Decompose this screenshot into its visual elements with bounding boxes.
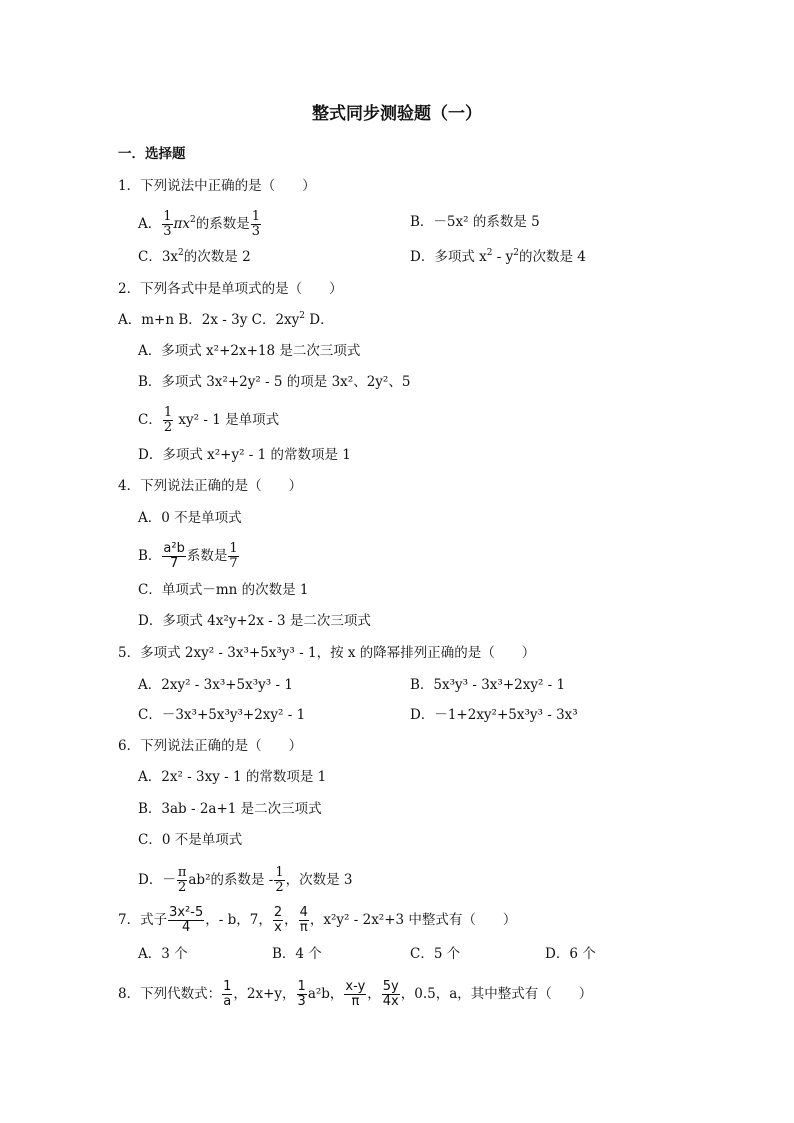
question-1-option-a: A． $\frac{1}{3}$ $\pi x^2$的系数是 $\frac{1}{3}$ (138, 209, 261, 239)
question-6-option-b: B．3ab - 2a+1 是二次三项式 (138, 801, 322, 817)
question-8-stem: 8．下列代数式： $\frac{1}{a}$ ，2x+y， $\frac{1}{3}$ a²b， $\frac{x-y}{\pi}$ ， $\frac{5y}{4x}$ ，0.5，a，其中整式有（ ） (118, 979, 593, 1009)
question-3-option-d: D．多项式 x²+y² - 1 的常数项是 1 (138, 447, 351, 463)
question-5-option-d: D．－1+2xy²+5x³y³ - 3x³ (410, 707, 578, 723)
question-5-option-b: B．5x³y³ - 3x³+2xy² - 1 (410, 677, 566, 693)
fraction: $\frac{4}{\pi}$ (299, 905, 308, 935)
question-4-option-d: D．多项式 4x²y+2x - 3 是二次三项式 (138, 613, 371, 629)
question-7-option-d: D．6 个 (545, 946, 596, 962)
fraction: $\frac{1}{3}$ (163, 209, 172, 239)
question-1-option-d: D．多项式 $x^2 - y^2$的次数是 4 (410, 248, 586, 265)
question-3-option-c: C． $\frac{1}{2}$ xy² - 1 是单项式 (138, 405, 280, 435)
question-3-option-b: B．多项式 3x²+2y² - 5 的项是 3x²、2y²、5 (138, 374, 411, 390)
question-5-stem: 5．多项式 2xy² - 3x³+5x³y³ - 1，按 x 的降幂排列正确的是（ ） (118, 645, 536, 661)
question-4-stem: 4．下列说法正确的是（ ） (118, 478, 303, 494)
fraction: $\frac{5y}{4x}$ (382, 979, 399, 1009)
question-6-option-a: A．2x² - 3xy - 1 的常数项是 1 (138, 769, 327, 785)
question-2-options: A．m+n B．2x - 3y C．$2xy^2$ D． (118, 311, 334, 328)
page-title: 整式同步测验题（一） (312, 104, 482, 124)
question-4-option-a: A．0 不是单项式 (138, 510, 242, 526)
fraction: $\frac{1}{2}$ (163, 405, 173, 435)
question-6-option-d: D．－ $\frac{\pi}{2}$ ab²的系数是 - $\frac{1}{2}$ ，次数是 3 (138, 865, 353, 895)
question-7-stem: 7．式子 $\frac{\text{3x²-5}}{4}$ ，- b，7， $\frac{2}{x}$ ， $\frac{4}{\pi}$ ，x²y² - 2x²+3 中整式有（ ） (118, 905, 517, 935)
fraction: $\frac{1}{a}$ (223, 979, 232, 1009)
question-1-option-b: B．－5x² 的系数是 5 (410, 214, 540, 230)
fraction: $\frac{1}{3}$ (251, 209, 261, 239)
question-3-option-a: A．多项式 x²+2x+18 是二次三项式 (138, 343, 361, 359)
question-4-option-b: B． $\frac{\text{a²b}}{7}$ 系数是 $\frac{1}{7}$ (138, 541, 238, 571)
fraction: $\frac{1}{3}$ (297, 979, 306, 1009)
section-heading: 一．选择题 (118, 146, 186, 162)
question-2-stem: 2．下列各式中是单项式的是（ ） (118, 281, 343, 297)
question-1-stem: 1．下列说法中正确的是（ ） (118, 178, 316, 194)
question-7-option-c: C．5 个 (410, 946, 461, 962)
question-5-option-c: C．－3x³+5x³y³+2xy² - 1 (138, 707, 306, 723)
question-5-option-a: A．2xy² - 3x³+5x³y³ - 1 (138, 677, 293, 693)
question-4-option-c: C．单项式－mn 的次数是 1 (138, 582, 309, 598)
question-6-option-c: C．0 不是单项式 (138, 832, 243, 848)
question-7-option-b: B．4 个 (272, 946, 322, 962)
question-6-stem: 6．下列说法正确的是（ ） (118, 738, 303, 754)
fraction: $\frac{\text{a²b}}{7}$ (163, 541, 185, 571)
fraction: $\frac{2}{x}$ (273, 905, 283, 935)
fraction: $\frac{\text{3x²-5}}{4}$ (169, 905, 204, 935)
question-1-option-c: C．$3x^2$的次数是 2 (138, 248, 251, 265)
fraction: $\frac{x-y}{\pi}$ (345, 979, 366, 1009)
fraction: $\frac{1}{7}$ (229, 541, 238, 571)
fraction: $\frac{\pi}{2}$ (177, 865, 187, 895)
question-7-option-a: A．3 个 (138, 946, 188, 962)
fraction: $\frac{1}{2}$ (275, 865, 284, 895)
